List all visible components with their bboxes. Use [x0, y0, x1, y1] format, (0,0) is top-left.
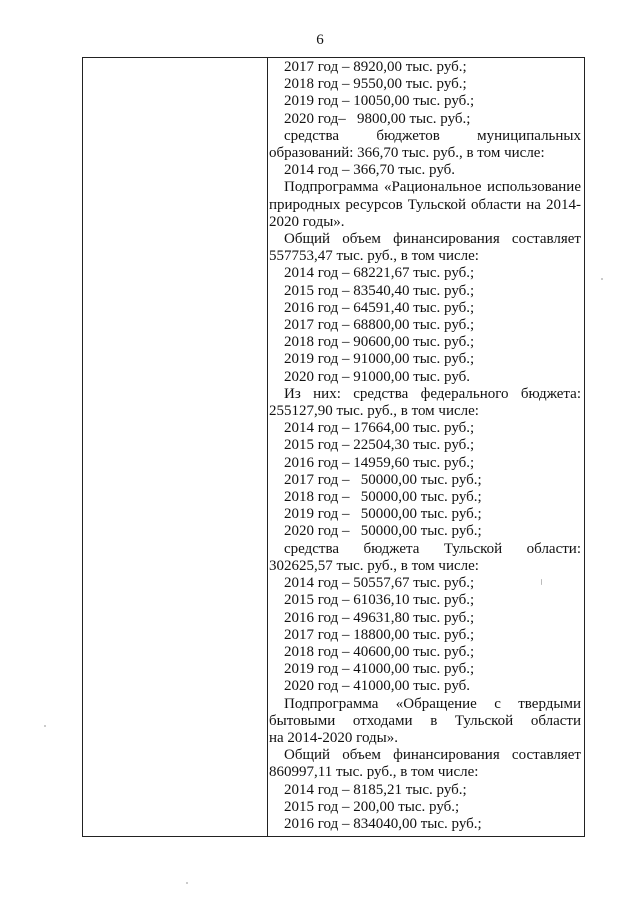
scan-speck: [44, 725, 46, 727]
text-line: Из них: средства федерального бюджета:: [284, 385, 581, 402]
text-line: 2020 год – 91000,00 тыс. руб.: [284, 368, 471, 385]
text-line: 2015 год – 61036,10 тыс. руб.;: [284, 592, 475, 609]
financing-table: [82, 57, 585, 837]
text-line: 2017 год – 50000,00 тыс. руб.;: [284, 471, 482, 488]
text-line: 2020 год – 50000,00 тыс. руб.;: [284, 523, 482, 540]
text-line: 2018 год – 50000,00 тыс. руб.;: [284, 489, 482, 506]
text-line: 2018 год – 90600,00 тыс. руб.;: [284, 334, 475, 351]
text-line: на 2014-2020 годы».: [269, 729, 398, 746]
text-line: 2016 год – 49631,80 тыс. руб.;: [284, 609, 475, 626]
text-line: 860997,11 тыс. руб., в том числе:: [269, 764, 479, 781]
text-line: 2019 год – 50000,00 тыс. руб.;: [284, 506, 482, 523]
financing-text-cell: [269, 59, 581, 833]
text-line: средства бюджетов муниципальных: [284, 127, 581, 144]
scan-speck: [186, 882, 188, 884]
text-line: средства бюджета Тульской области:: [284, 540, 581, 557]
text-line: 2020 год– 9800,00 тыс. руб.;: [284, 110, 471, 127]
text-line: 2014 год – 68221,67 тыс. руб.;: [284, 265, 475, 282]
text-line: 2016 год – 834040,00 тыс. руб.;: [284, 815, 482, 832]
text-line: 2020 год – 41000,00 тыс. руб.: [284, 678, 471, 695]
text-line: 255127,90 тыс. руб., в том числе:: [269, 403, 479, 420]
text-line: Общий объем финансирования составляет: [284, 747, 581, 764]
text-line: 2019 год – 91000,00 тыс. руб.;: [284, 351, 475, 368]
text-line: 2015 год – 22504,30 тыс. руб.;: [284, 437, 475, 454]
text-line: образований: 366,70 тыс. руб., в том числе:: [269, 145, 545, 162]
scan-speck: [541, 579, 542, 585]
text-line: бытовыми отходами в Тульской области: [269, 712, 581, 729]
text-line: Подпрограмма «Обращение с твердыми: [284, 695, 581, 712]
text-line: 2018 год – 40600,00 тыс. руб.;: [284, 643, 475, 660]
text-line: 2014 год – 17664,00 тыс. руб.;: [284, 420, 475, 437]
text-line: 2019 год – 41000,00 тыс. руб.;: [284, 661, 475, 678]
text-line: 2016 год – 14959,60 тыс. руб.;: [284, 454, 475, 471]
text-line: 302625,57 тыс. руб., в том числе:: [269, 557, 479, 574]
text-line: 2016 год – 64591,40 тыс. руб.;: [284, 299, 475, 316]
text-line: Общий объем финансирования составляет: [284, 231, 581, 248]
text-line: 2018 год – 9550,00 тыс. руб.;: [284, 76, 467, 93]
text-line: 2017 год – 18800,00 тыс. руб.;: [284, 626, 475, 643]
text-line: 2015 год – 83540,40 тыс. руб.;: [284, 282, 475, 299]
text-line: 2014 год – 50557,67 тыс. руб.;: [284, 575, 475, 592]
text-line: 2019 год – 10050,00 тыс. руб.;: [284, 93, 475, 110]
text-line: 2015 год – 200,00 тыс. руб.;: [284, 798, 460, 815]
column-divider: [267, 58, 268, 836]
text-line: 2020 годы».: [269, 213, 345, 230]
text-line: 2017 год – 68800,00 тыс. руб.;: [284, 317, 475, 334]
page-number: 6: [316, 32, 324, 48]
text-line: 557753,47 тыс. руб., в том числе:: [269, 248, 479, 265]
text-line: 2017 год – 8920,00 тыс. руб.;: [284, 59, 467, 75]
text-line: 2014 год – 8185,21 тыс. руб.;: [284, 781, 467, 798]
text-line: 2014 год – 366,70 тыс. руб.: [284, 162, 456, 179]
text-line: Подпрограмма «Рациональное использование: [284, 179, 581, 196]
text-line: природных ресурсов Тульской области на 2014-: [269, 196, 581, 213]
scan-speck: [601, 278, 603, 280]
